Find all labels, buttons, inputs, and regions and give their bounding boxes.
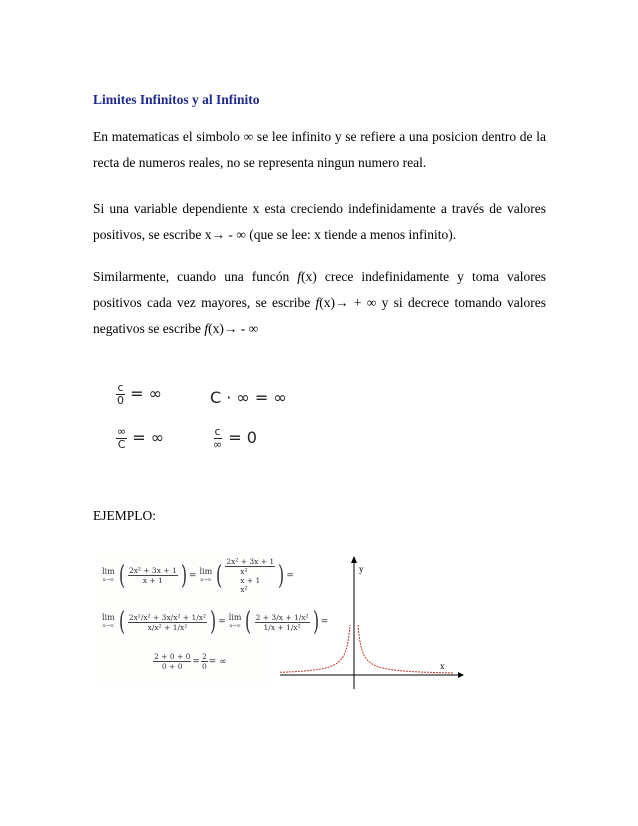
formula-c-over-zero: $\frac{c}{0}$ = ∞: [117, 381, 162, 407]
formula-c-times-infinity: C · ∞ = ∞: [210, 388, 287, 407]
text-segment: (x)→ + ∞ y si decrece tomando valores negativos se escribe: [93, 295, 546, 336]
formula-c-over-infinity: $\frac{c}{\infty}$ = 0: [213, 425, 257, 451]
paragraph-function-tends: [93, 264, 546, 342]
math-row-3: $\frac{2 + 0 + 0}{0 + 0}$ = $\frac{2}{0}$ = ∞: [154, 652, 227, 671]
y-axis-arrow-icon: [351, 556, 357, 563]
math-row-1: lim x→∞ ( $\frac{\text{2x² + 3x + 1}}{x + 1}$ ) = lim x→∞ ( 2x² + 3x + 1 x² x + 1 x² ) =: [102, 557, 294, 594]
example-heading: EJEMPLO:: [93, 508, 157, 523]
infinity-rules-formulas: [112, 378, 302, 458]
page-title: Limites Infinitos y al Infinito: [93, 92, 260, 107]
asymptote-graph: [278, 553, 468, 693]
x-axis-label: x: [440, 661, 445, 671]
x-axis-arrow-icon: [458, 672, 464, 678]
text-segment: (x) crece indefinidamente y toma valores positivos cada vez mayores, se escribe: [93, 269, 546, 310]
text-segment: Similarmente, cuando una funcón: [93, 269, 298, 284]
function-symbol: f: [204, 321, 209, 336]
y-axis-label: y: [359, 564, 364, 574]
math-row-2: lim x→∞ ( $\frac{\text{2x²/x² + 3x/x² + 1/x²}}{\text{x/x² + 1/x²}}$ ) = lim x→∞ ( $\frac{\text{2 + 3/x + 1/x²}}{\text{1/x + 1/x²}}$ ) =: [102, 607, 329, 637]
example-limit-calculation: [96, 551, 329, 686]
paragraph-infinity-definition: En matematicas el simbolo ∞ se lee infinito y se refiere a una posicion dentro de la recta de numeros reales, no se representa ningun numero real.: [93, 129, 546, 170]
text-segment: (x)→ - ∞: [208, 321, 259, 336]
formula-infinity-over-c: $\frac{\infty}{C}$ = ∞: [117, 425, 165, 451]
function-symbol: f: [315, 295, 320, 310]
function-symbol: f: [297, 269, 302, 284]
curve-left-branch: [280, 625, 350, 672]
paragraph-variable-tends: Si una variable dependiente x esta creciendo indefinidamente a través de valores positivos, se escribe x→ - ∞ (que se lee: x tiende a menos infinito).: [93, 201, 546, 242]
